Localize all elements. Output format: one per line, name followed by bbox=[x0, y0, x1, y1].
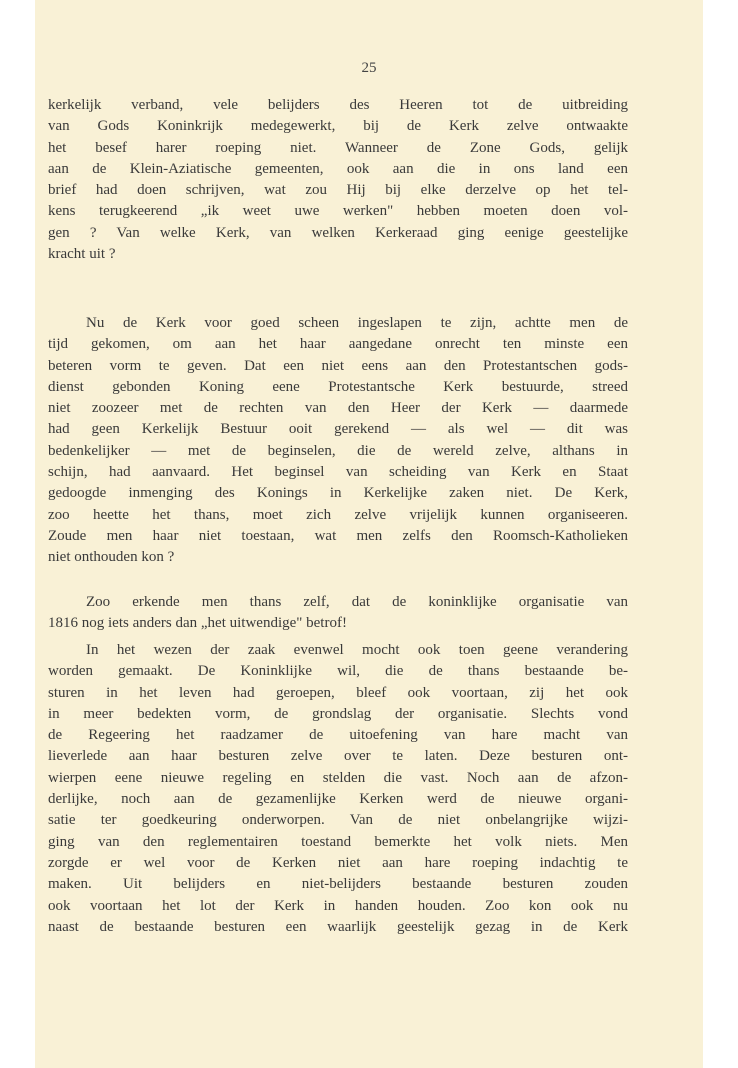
text-line: tijd gekomen, om aan het haar aangedane onrecht ten minste een bbox=[48, 336, 628, 353]
text-line: de Regeering het raadzamer de uitoefening van hare macht van bbox=[48, 727, 628, 744]
text-line: schijn, had aanvaard. Het beginsel van scheiding van Kerk en Staat bbox=[48, 464, 628, 481]
text-line: dienst gebonden Koning eene Protestantsche Kerk bestuurde, streed bbox=[48, 378, 628, 395]
text-line: niet zoozeer met de rechten van den Heer der Kerk — daarmede bbox=[48, 400, 628, 417]
paragraph-2 bbox=[48, 313, 628, 569]
text-line: aan de Klein-Aziatische gemeenten, ook aan die in ons land een bbox=[48, 160, 628, 177]
text-line: derlijke, noch aan de gezamenlijke Kerken werd de nieuwe organi- bbox=[48, 791, 628, 808]
text-line: had geen Kerkelijk Bestuur ooit gerekend — als wel — dit was bbox=[48, 421, 628, 438]
text-line: wierpen eene nieuwe regeling en stelden die vast. Noch aan de afzon- bbox=[48, 769, 628, 786]
text-line: beteren vorm te geven. Dat een niet eens aan den Protestantschen gods- bbox=[48, 357, 628, 374]
text-line: kens terugkeerend „ik weet uwe werken" hebben moeten doen vol- bbox=[48, 203, 628, 220]
text-line: ging van den reglementairen toestand bemerkte het volk niets. Men bbox=[48, 833, 628, 850]
text-line: lieverlede aan haar besturen zelve over te laten. Deze besturen ont- bbox=[48, 748, 628, 765]
text-line: Nu de Kerk voor goed scheen ingeslapen te zijn, achtte men de bbox=[86, 315, 628, 331]
text-line: naast de bestaande besturen een waarlijk geestelijk gezag in de Kerk bbox=[48, 918, 628, 935]
text-line: maken. Uit belijders en niet-belijders bestaande besturen zouden bbox=[48, 876, 628, 893]
text-line: satie ter goedkeuring onderworpen. Van de niet onbelangrijke wijzi- bbox=[48, 812, 628, 829]
text-line: kracht uit ? bbox=[48, 246, 116, 263]
text-line: in meer bedekten vorm, de grondslag der organisatie. Slechts vond bbox=[48, 705, 628, 722]
text-line: worden gemaakt. De Koninklijke wil, die de thans bestaande be- bbox=[48, 663, 628, 680]
book-page bbox=[35, 0, 703, 1068]
text-line: Zoo erkende men thans zelf, dat de koninklijke organisatie van bbox=[86, 594, 628, 610]
text-line: bedenkelijker — met de beginselen, die de wereld zelve, althans in bbox=[48, 442, 628, 459]
text-line: In het wezen der zaak evenwel mocht ook toen geene verandering bbox=[86, 642, 628, 658]
paragraph-4 bbox=[48, 640, 628, 938]
page-number: 25 bbox=[361, 60, 377, 76]
text-line: sturen in het leven had geroepen, bleef ook voortaan, zij het ook bbox=[48, 684, 628, 701]
text-line: 1816 nog iets anders dan „het uitwendige" betrof! bbox=[48, 615, 347, 632]
paragraph-1 bbox=[48, 95, 628, 265]
text-line: van Gods Koninkrijk medegewerkt, bij de Kerk zelve ontwaakte bbox=[48, 118, 628, 135]
text-line: Zoude men haar niet toestaan, wat men zelfs den Roomsch-Katholieken bbox=[48, 527, 628, 544]
text-line: zorgde er wel voor de Kerken niet aan hare roeping indachtig te bbox=[48, 854, 628, 871]
text-line: niet onthouden kon ? bbox=[48, 549, 175, 566]
paragraph-3 bbox=[48, 592, 628, 635]
text-line: zoo heette het thans, moet zich zelve vrijelijk kunnen organiseeren. bbox=[48, 506, 628, 523]
text-line: ook voortaan het lot der Kerk in handen houden. Zoo kon ook nu bbox=[48, 897, 628, 914]
text-line: brief had doen schrijven, wat zou Hij bij elke derzelve op het tel- bbox=[48, 182, 628, 199]
text-line: het besef harer roeping niet. Wanneer de Zone Gods, gelijk bbox=[48, 139, 628, 156]
text-line: gedoogde inmenging des Konings in Kerkelijke zaken niet. De Kerk, bbox=[48, 485, 628, 502]
text-line: gen ? Van welke Kerk, van welken Kerkeraad ging eenige geestelijke bbox=[48, 224, 628, 241]
text-line: kerkelijk verband, vele belijders des Heeren tot de uitbreiding bbox=[48, 97, 628, 113]
